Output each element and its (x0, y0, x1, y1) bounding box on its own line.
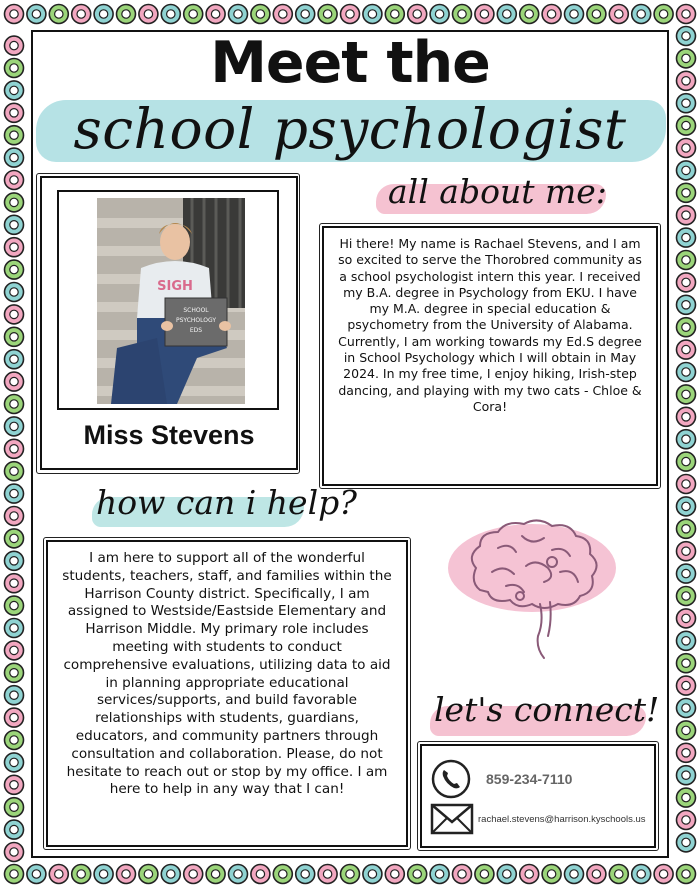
border-dot-center (10, 512, 18, 520)
border-dot-center (10, 579, 18, 587)
about-box (322, 226, 658, 486)
envelope-icon (430, 802, 474, 836)
about-heading: all about me: (388, 172, 607, 211)
border-dot-center (279, 870, 287, 878)
border-dot-center (682, 870, 690, 878)
border-dot-center (682, 771, 690, 779)
border-dot-center (234, 870, 242, 878)
border-dot-center (592, 10, 600, 18)
border-dot-center (211, 870, 219, 878)
border-dot-center (480, 870, 488, 878)
border-dot-center (10, 310, 18, 318)
page-subtitle: school psychologist (73, 97, 627, 161)
border-dot-center (55, 10, 63, 18)
border-dot-center (525, 870, 533, 878)
border-dot-center (682, 323, 690, 331)
border-dot-center (547, 10, 555, 18)
border-dot-center (682, 435, 690, 443)
profile-photo (97, 198, 245, 404)
border-dot-center (323, 10, 331, 18)
border-dot-center (10, 489, 18, 497)
sign-line-1: SCHOOL (183, 307, 209, 314)
border-dot-center (10, 534, 18, 542)
border-dot-center (10, 624, 18, 632)
border-dot-center (256, 870, 264, 878)
border-dot-center (458, 10, 466, 18)
help-box (46, 540, 408, 847)
border-dot-center (189, 870, 197, 878)
border-dot-center (10, 691, 18, 699)
border-dot-center (10, 355, 18, 363)
border-dot-center (10, 10, 18, 18)
border-dot-center (682, 637, 690, 645)
border-dot-center (659, 10, 667, 18)
border-dot-center (346, 870, 354, 878)
border-dot-center (77, 870, 85, 878)
border-dot-center (413, 10, 421, 18)
border-dot-center (682, 838, 690, 846)
border-dot-center (570, 870, 578, 878)
border-dot-center (637, 870, 645, 878)
border-dot-center (682, 345, 690, 353)
border-dot-center (458, 870, 466, 878)
border-dot-center (682, 233, 690, 241)
border-dot-center (10, 243, 18, 251)
border-dot-center (10, 781, 18, 789)
border-dot-center (503, 870, 511, 878)
phone-row[interactable] (430, 758, 572, 800)
border-dot-center (682, 166, 690, 174)
border-dot-center (682, 793, 690, 801)
border-dot-center (10, 198, 18, 206)
border-dot-center (10, 848, 18, 856)
border-dot-center (10, 288, 18, 296)
border-dot-center (10, 176, 18, 184)
border-dot-center (682, 10, 690, 18)
border-dot-center (682, 211, 690, 219)
border-dot-center (503, 10, 511, 18)
border-dot-center (10, 422, 18, 430)
shirt-text: SIGH (157, 279, 193, 294)
border-dot-center (10, 713, 18, 721)
phone-icon (430, 758, 472, 800)
border-dot-center (10, 825, 18, 833)
border-dot-center (323, 870, 331, 878)
border-dot-center (301, 10, 309, 18)
border-dot-center (682, 681, 690, 689)
border-dot-center (211, 10, 219, 18)
border-dot-center (368, 10, 376, 18)
page-title: Meet the (210, 30, 490, 96)
border-dot-center (10, 870, 18, 878)
border-dot-center (279, 10, 287, 18)
border-dot-center (32, 10, 40, 18)
border-dot-center (10, 400, 18, 408)
border-dot-center (480, 10, 488, 18)
border-dot-center (10, 758, 18, 766)
border-dot-center (10, 467, 18, 475)
border-dot-center (435, 870, 443, 878)
border-dot-center (682, 301, 690, 309)
border-dot-center (682, 457, 690, 465)
border-dot-center (167, 10, 175, 18)
border-dot-center (615, 10, 623, 18)
border-dot-center (346, 10, 354, 18)
border-dot-center (77, 10, 85, 18)
phone-number[interactable]: 859-234-7110 (486, 771, 573, 787)
profile-name: Miss Stevens (83, 420, 255, 450)
border-dot-center (10, 646, 18, 654)
border-dot-center (682, 413, 690, 421)
border-dot-center (682, 704, 690, 712)
border-dot-center (592, 870, 600, 878)
border-dot-center (10, 333, 18, 341)
help-text: I am here to support all of the wonderful students, teachers, staff, and families within the Harrison County district. Specifically, I am assigned to Westside/Eastside Elementary and Harrison Middle. My primary role includes meeting with students to conduct comprehensive evaluations, utilizing data to aid in planning appropriate educational services/supports, and build favorable relationships with students, guardians, educators, and community partners through consultation and collaboration. Please, do not hesitate to reach out or stop by my office. I am here to help in any way that I can! (62, 550, 392, 798)
brain-icon (440, 512, 630, 672)
border-dot-center (234, 10, 242, 18)
border-dot-center (682, 726, 690, 734)
border-dot-center (682, 749, 690, 757)
border-dot-center (391, 870, 399, 878)
connect-heading: let's connect! (434, 690, 660, 729)
border-dot-center (682, 659, 690, 667)
border-dot-center (682, 480, 690, 488)
border-dot-center (301, 870, 309, 878)
border-dot-center (682, 614, 690, 622)
border-dot-center (682, 502, 690, 510)
email-address[interactable]: rachael.stevens@harrison.kyschools.us (478, 813, 646, 825)
about-text: Hi there! My name is Rachael Stevens, and I am so excited to serve the Thorobred community as a school psychologist intern this year. I received my B.A. degree in Psychology from EKU. I have my M.A. degree in special education & psychometry from the University of Alabama. Currently, I am working towards my Ed.S degree in School Psychology which I will obtain in May 2024. In my free time, I enjoy hiking, Irish-step dancing, and playing with my two cats - Chloe & Cora! (338, 236, 642, 414)
border-dot-center (144, 870, 152, 878)
border-dot-center (189, 10, 197, 18)
border-dot-center (637, 10, 645, 18)
border-dot-center (10, 601, 18, 609)
sign-line-3: EDS (189, 327, 203, 334)
border-dot-center (682, 368, 690, 376)
help-heading: how can i help? (96, 483, 357, 522)
border-dot-center (10, 265, 18, 273)
border-dot-center (391, 10, 399, 18)
border-dot-center (256, 10, 264, 18)
border-dot-center (55, 870, 63, 878)
border-dot-center (682, 390, 690, 398)
border-dot-center (682, 189, 690, 197)
border-dot-center (99, 10, 107, 18)
border-dot-center (682, 816, 690, 824)
border-dot-center (368, 870, 376, 878)
border-dot-center (682, 592, 690, 600)
border-dot-center (525, 10, 533, 18)
border-dot-center (615, 870, 623, 878)
border-dot-center (413, 870, 421, 878)
border-dot-center (682, 525, 690, 533)
border-dot-center (10, 669, 18, 677)
email-row[interactable] (430, 802, 646, 836)
border-dot-center (10, 557, 18, 565)
border-dot-center (435, 10, 443, 18)
border-dot-center (10, 445, 18, 453)
border-dot-center (659, 870, 667, 878)
border-dot-center (10, 736, 18, 744)
border-dot-center (99, 870, 107, 878)
border-dot-center (10, 377, 18, 385)
border-dot-center (122, 10, 130, 18)
border-dot-center (682, 278, 690, 286)
border-dot-center (682, 256, 690, 264)
border-dot-center (167, 870, 175, 878)
border-dot-center (10, 803, 18, 811)
border-dot-center (682, 547, 690, 555)
border-dot-center (10, 221, 18, 229)
border-dot-center (144, 10, 152, 18)
border-dot-center (682, 569, 690, 577)
border-dot-center (547, 870, 555, 878)
border-dot-center (570, 10, 578, 18)
sign-line-2: PSYCHOLOGY (175, 317, 217, 324)
border-dot-center (122, 870, 130, 878)
border-dot-center (32, 870, 40, 878)
